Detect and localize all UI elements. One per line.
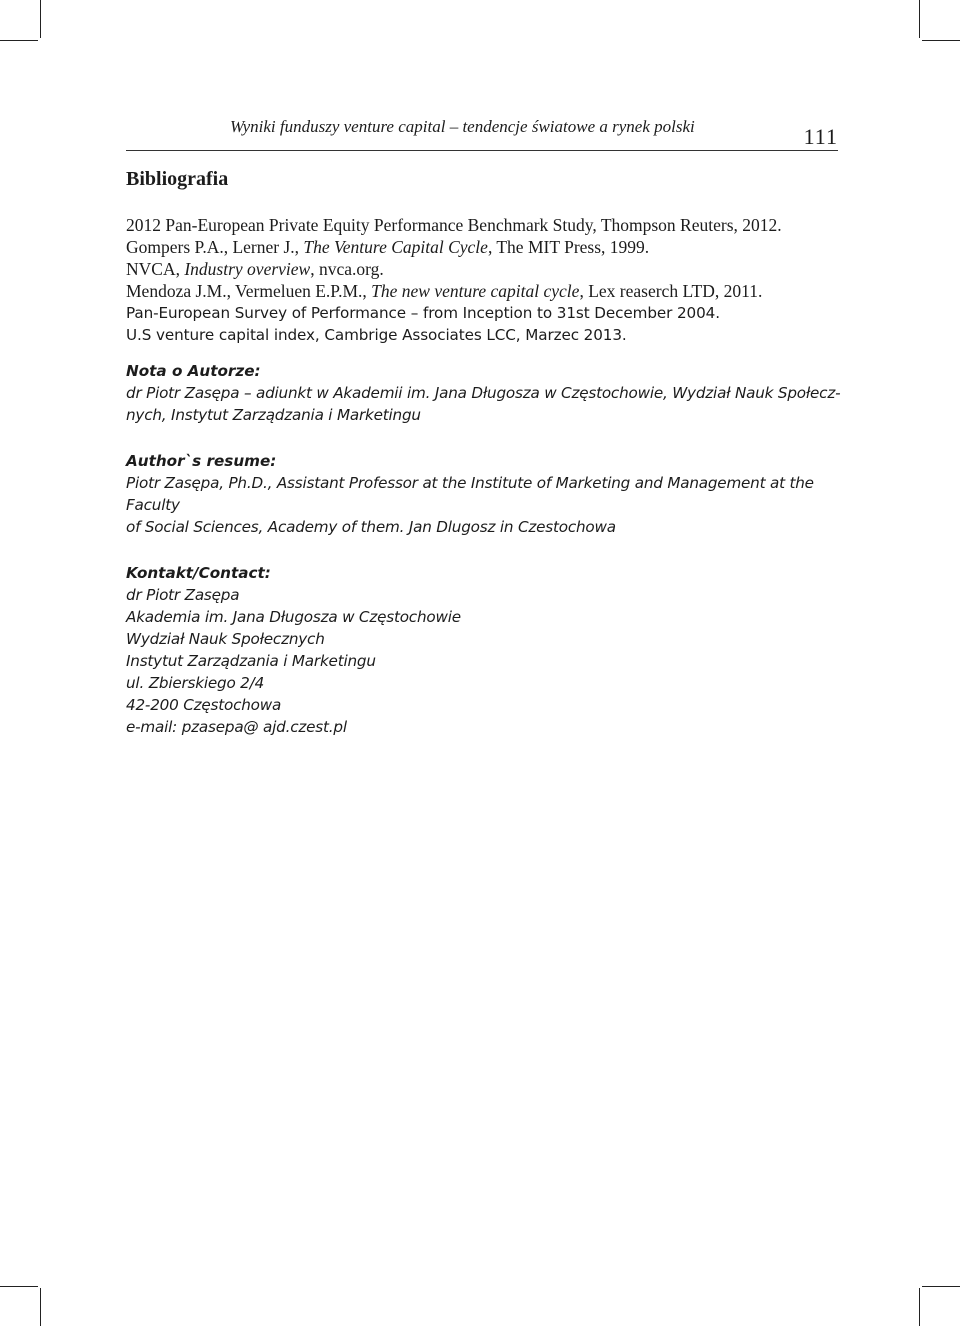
book-title: The new venture capital cycle — [371, 281, 580, 301]
crop-mark — [922, 1286, 960, 1287]
crop-mark — [0, 40, 38, 41]
bibliography-entry: NVCA, Industry overview, nvca.org. — [126, 259, 384, 279]
crop-mark — [919, 0, 920, 38]
bibliography-entry: Gompers P.A., Lerner J., The Venture Capital Cycle, The MIT Press, 1999. — [126, 237, 650, 257]
crop-mark — [0, 1286, 38, 1287]
book-title: Industry overview — [184, 259, 311, 279]
contact-line: Wydział Nauk Społecznych — [126, 630, 325, 648]
bibliography-list — [126, 214, 842, 346]
contact-line: ul. Zbierskiego 2/4 — [126, 674, 265, 692]
contact-line: dr Piotr Zasępa — [126, 586, 240, 604]
crop-mark — [919, 1288, 920, 1326]
contact-line: 42-200 Częstochowa — [126, 696, 282, 714]
bibliography-heading: Bibliografia — [126, 168, 229, 190]
author-resume-line: Piotr Zasępa, Ph.D., Assistant Professor at the Institute of Marketing and Management at the Faculty — [126, 474, 814, 514]
book-title: The Venture Capital Cycle — [303, 237, 488, 257]
crop-mark — [40, 1288, 41, 1326]
contact-line: Akademia im. Jana Długosza w Częstochowie — [126, 608, 461, 626]
author-note — [126, 360, 842, 426]
author-note-line: nych, Instytut Zarządzania i Marketingu — [126, 406, 421, 424]
author-resume-line: of Social Sciences, Academy of them. Jan Dlugosz in Czestochowa — [126, 518, 616, 536]
contact-email: e-mail: pzasepa@ ajd.czest.pl — [126, 718, 347, 736]
page-number: 111 — [803, 124, 838, 149]
contact-block — [126, 562, 842, 738]
crop-mark — [922, 40, 960, 41]
running-header — [126, 114, 838, 151]
crop-mark — [40, 0, 41, 38]
contact-line: Instytut Zarządzania i Marketingu — [126, 652, 376, 670]
author-resume — [126, 450, 842, 538]
bibliography-entry: Pan-European Survey of Performance – from Inception to 31st December 2004. — [126, 304, 720, 322]
page-content — [126, 166, 842, 738]
bibliography-entry: 2012 Pan-European Private Equity Performance Benchmark Study, Thompson Reuters, 2012. — [126, 215, 782, 235]
contact-heading: Kontakt/Contact: — [126, 564, 271, 582]
author-note-heading: Nota o Autorze: — [126, 362, 261, 380]
running-title: Wyniki funduszy venture capital – tendencje światowe a rynek polski — [230, 117, 695, 136]
bibliography-entry: U.S venture capital index, Cambrige Associates LCC, Marzec 2013. — [126, 326, 627, 344]
bibliography-entry: Mendoza J.M., Vermeluen E.P.M., The new venture capital cycle, Lex reaserch LTD, 2011. — [126, 281, 763, 301]
author-note-line: dr Piotr Zasępa – adiunkt w Akademii im. Jana Długosza w Częstochowie, Wydział Nauk Społecz- — [126, 384, 841, 402]
author-resume-heading: Author`s resume: — [126, 452, 277, 470]
